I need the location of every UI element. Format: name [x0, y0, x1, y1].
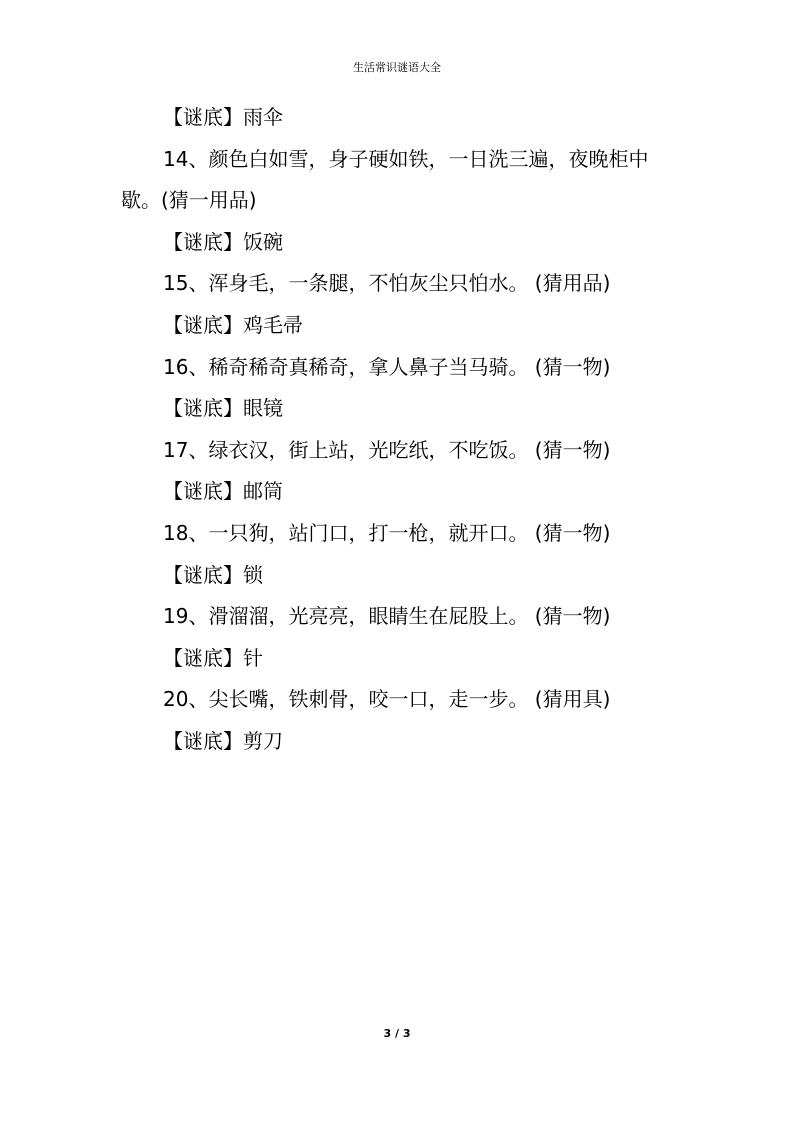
riddle-question: 16、稀奇稀奇真稀奇，拿人鼻子当马骑。 (猜一物)	[163, 354, 611, 379]
riddle-answer: 【谜底】剪刀	[163, 728, 283, 753]
riddle-answer: 【谜底】眼镜	[163, 396, 283, 421]
riddle-answer: 【谜底】针	[163, 645, 263, 670]
riddle-question: 17、绿衣汉，街上站，光吃纸，不吃饭。 (猜一物)	[163, 437, 611, 462]
riddle-question: 20、尖长嘴，铁刺骨，咬一口，走一步。 (猜用具)	[163, 687, 611, 712]
riddle-answer: 【谜底】雨伞	[163, 105, 283, 129]
riddle-answer: 【谜底】饭碗	[163, 229, 283, 254]
riddle-question: 19、滑溜溜，光亮亮，眼睛生在屁股上。 (猜一物)	[163, 604, 611, 629]
document-body	[121, 97, 677, 763]
riddle-answer: 【谜底】锁	[163, 562, 263, 587]
riddle-question: 15、浑身毛，一条腿，不怕灰尘只怕水。 (猜用品)	[163, 271, 611, 296]
riddle-question: 18、一只狗，站门口，打一枪，就开口。 (猜一物)	[163, 520, 611, 545]
page-header: 生活常识谜语大全	[353, 61, 441, 74]
page-number: 3 / 3	[383, 1027, 411, 1040]
riddle-question: 14、颜色白如雪，身子硬如铁，一日洗三遍，夜晚柜中歇。(猜一用品)	[121, 146, 649, 213]
riddle-answer: 【谜底】邮筒	[163, 479, 283, 504]
riddle-answer: 【谜底】鸡毛帚	[163, 312, 303, 337]
